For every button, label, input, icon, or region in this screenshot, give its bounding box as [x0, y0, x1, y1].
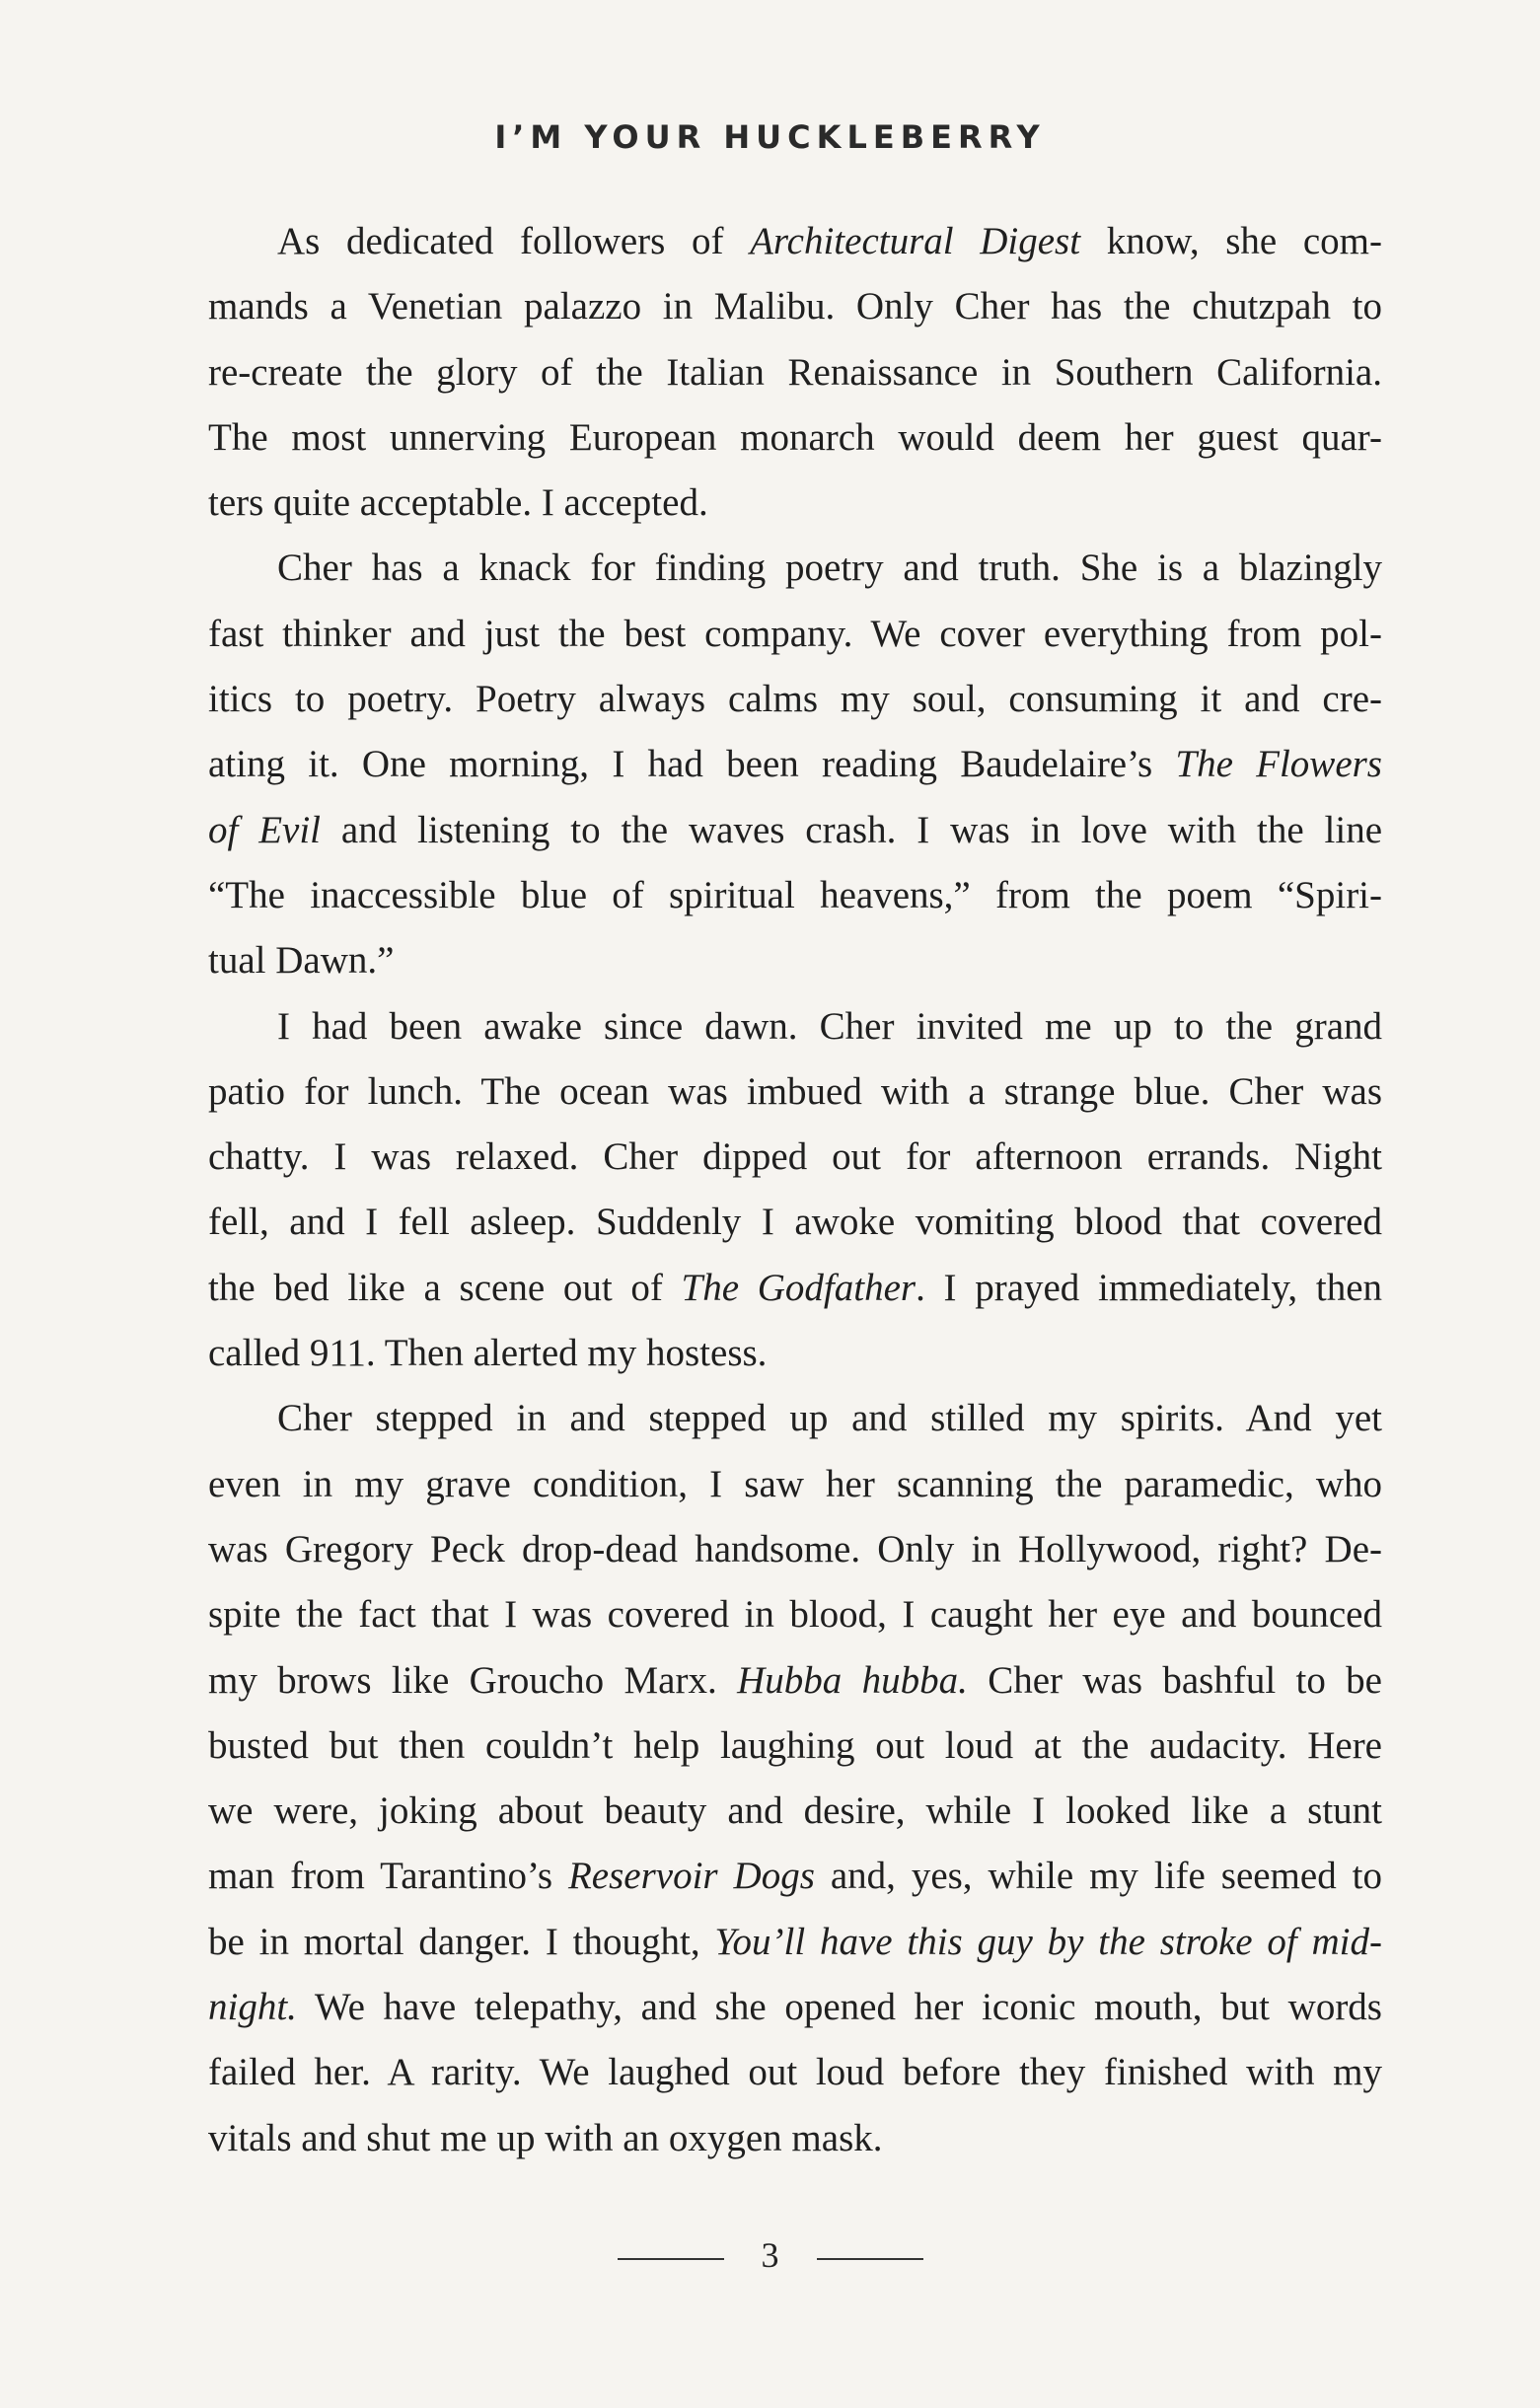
text-line: I had been awake since dawn. Cher invited me up to the grand [277, 1004, 1382, 1048]
text-line: night. We have telepathy, and she opened her iconic mouth, but words [208, 1986, 1382, 2029]
paragraph [208, 1386, 1382, 2171]
text-line: fell, and I fell asleep. Suddenly I awoke vomiting blood that covered [208, 1201, 1382, 1244]
text-line: ating it. One morning, I had been reading Baudelaire’s The Flowers [208, 743, 1382, 786]
text-line: The most unnerving European monarch would deem her guest quar- [208, 415, 1382, 459]
running-head: I’M YOUR HUCKLEBERRY [494, 118, 1046, 156]
text-line: ters quite acceptable. I accepted. [208, 481, 708, 525]
body-text [208, 209, 1382, 2171]
text-line: patio for lunch. The ocean was imbued with a strange blue. Cher was [208, 1069, 1382, 1113]
text-line: “The inaccessible blue of spiritual heavens,” from the poem “Spiri- [208, 873, 1382, 916]
text-line: my brows like Groucho Marx. Hubba hubba. Cher was bashful to be [208, 1658, 1382, 1702]
text-line: failed her. A rarity. We laughed out loud before they finished with my [208, 2051, 1382, 2094]
italic-text: Hubba hubba. [737, 1658, 968, 1702]
text-line: itics to poetry. Poetry always calms my soul, consuming it and cre- [208, 678, 1382, 721]
text-line: vitals and shut me up with an oxygen mask. [208, 2116, 883, 2159]
text-line: the bed like a scene out of The Godfather. I prayed immediately, then [208, 1266, 1383, 1309]
paragraph [208, 536, 1382, 993]
page-number: 3 [761, 2235, 779, 2275]
text-line: fast thinker and just the best company. We cover everything from pol- [208, 612, 1382, 655]
paragraph [208, 994, 1382, 1387]
italic-text: of Evil [208, 808, 322, 851]
text-line: tual Dawn.” [208, 939, 395, 983]
text-line: As dedicated followers of Architectural Digest know, she com- [277, 220, 1382, 262]
text-line: even in my grave condition, I saw her scanning the paramedic, who [208, 1462, 1382, 1505]
italic-text: Reservoir Dogs [567, 1855, 815, 1898]
text-line: called 911. Then alerted my hostess. [208, 1332, 768, 1375]
paragraph [208, 209, 1382, 536]
text-line: busted but then couldn’t help laughing out loud at the audacity. Here [208, 1723, 1382, 1767]
text-line: we were, joking about beauty and desire, while I looked like a stunt [208, 1789, 1382, 1833]
text-line: was Gregory Peck drop-dead handsome. Only in Hollywood, right? De- [208, 1527, 1382, 1570]
text-line: man from Tarantino’s Reservoir Dogs and, yes, while my life seemed to [208, 1855, 1382, 1898]
text-line: Cher has a knack for finding poetry and truth. She is a blazingly [277, 547, 1382, 590]
text-line: re-create the glory of the Italian Renaissance in Southern California. [208, 350, 1382, 394]
italic-text: The Godfather [681, 1266, 917, 1309]
text-line: chatty. I was relaxed. Cher dipped out for afternoon errands. Night [208, 1135, 1382, 1179]
text-line: mands a Venetian palazzo in Malibu. Only Cher has the chutzpah to [208, 285, 1382, 328]
left-rule [618, 2258, 724, 2260]
page-footer [0, 2234, 1540, 2276]
text-line: be in mortal danger. I thought, You’ll have this guy by the stroke of mid- [208, 1920, 1382, 1963]
text-line: Cher stepped in and stepped up and stilled my spirits. And yet [277, 1397, 1382, 1440]
italic-text: You’ll have this guy by the stroke of mid- [714, 1920, 1382, 1963]
right-rule [817, 2258, 923, 2260]
text-line: of Evil and listening to the waves crash. I was in love with the line [208, 808, 1383, 851]
italic-text: night. [208, 1986, 297, 2029]
italic-text: The Flowers [1175, 743, 1382, 786]
text-line: spite the fact that I was covered in blood, I caught her eye and bounced [208, 1593, 1382, 1637]
italic-text: Architectural Digest [750, 220, 1081, 262]
